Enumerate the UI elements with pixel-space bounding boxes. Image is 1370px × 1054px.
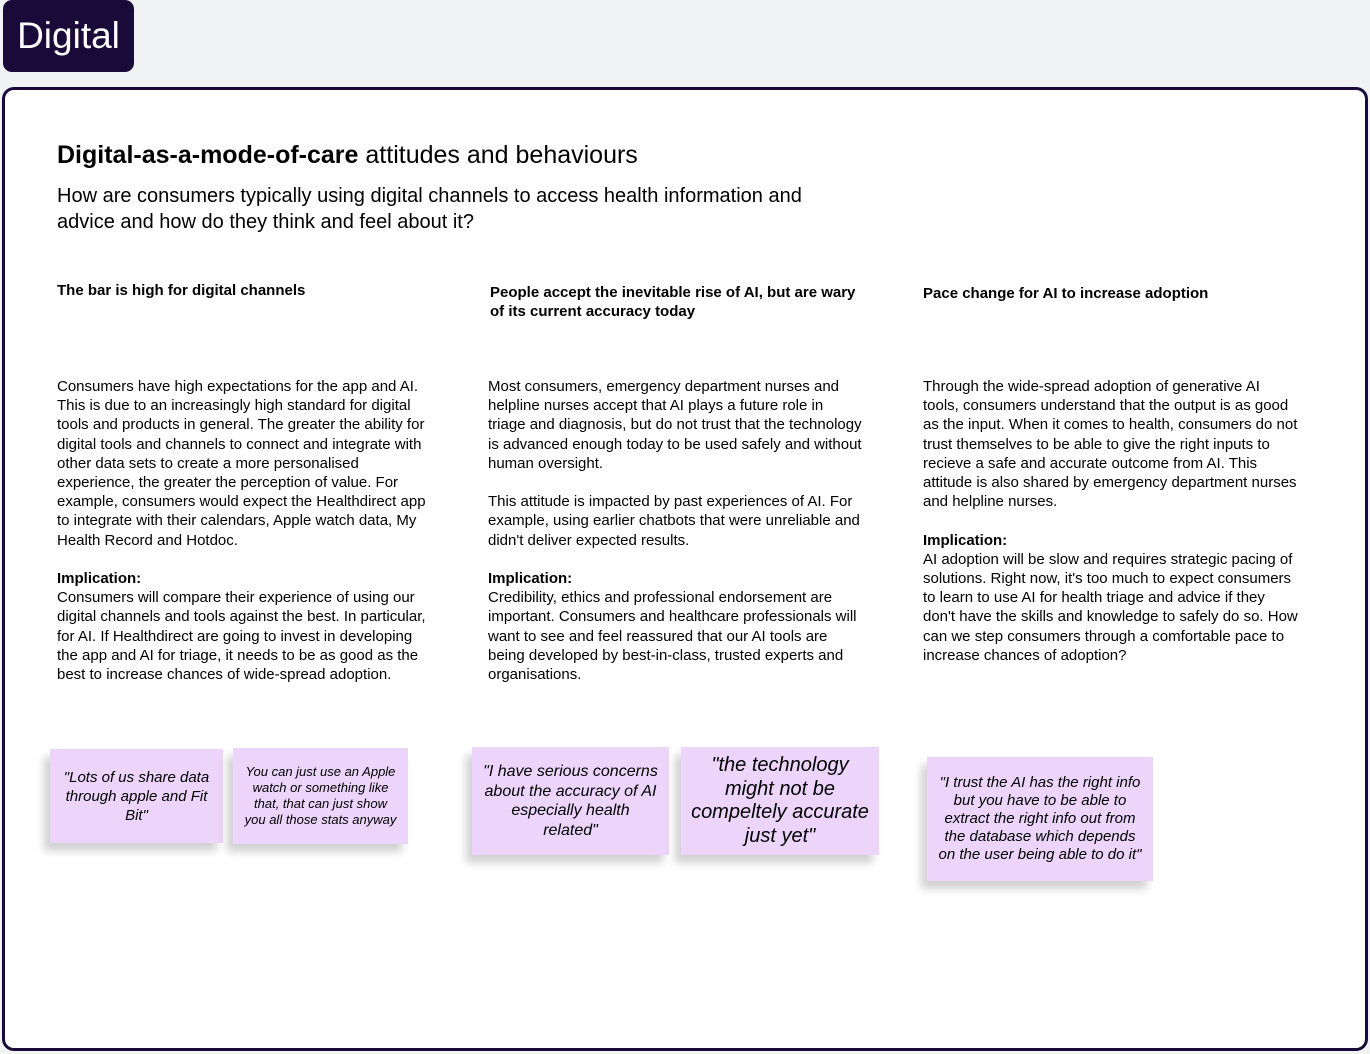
sticky-note-text: "Lots of us share data through apple and Fit Bit" <box>63 768 210 824</box>
page-title-rest: attitudes and behaviours <box>358 141 638 169</box>
column-3-implication-label: Implication: <box>923 531 1008 549</box>
digital-tag-label: Digital <box>17 15 120 56</box>
sticky-note-quote[interactable] <box>681 747 879 855</box>
sticky-note-text: "I have serious concerns about the accuracy of AI especially health related" <box>483 763 658 839</box>
column-3-body <box>923 377 1299 684</box>
column-2-implication: Credibility, ethics and professional endorsement are important. Consumers and healthcare professionals will want to see and feel reassured that our AI tools are being developed by best-in-class, trusted experts and organisations. <box>488 589 857 684</box>
column-1-body <box>57 377 433 703</box>
sticky-note-text: "the technology might not be compeltely accurate just yet" <box>691 754 869 847</box>
column-1-text: Consumers have high expectations for the app and AI. This is due to an increasingly high standard for digital tools and products in general. The greater the ability for digital tools and channels to connect and integrate with other data sets to create a more personalised experience, the greater the perception of value. For example, consumers would expect the Healthdirect app to integrate with their calendars, Apple watch data, My Health Record and Hotdoc. <box>57 378 426 549</box>
column-2-text-2: This attitude is impacted by past experiences of AI. For example, using earlier chatbots that were unreliable and didn't deliver expected results. <box>488 493 860 549</box>
column-3-text: Through the wide-spread adoption of generative AI tools, consumers understand that the output is as good as the input. When it comes to health, consumers do not trust themselves to be able to give the right inputs to recieve a safe and accurate outcome from AI. This attitude is also shared by emergency department nurses and helpline nurses. <box>923 378 1298 511</box>
sticky-note-text: You can just use an Apple watch or something like that, that can just show you all those stats anyway <box>244 764 397 827</box>
column-1-heading: The bar is high for digital channels <box>57 282 306 299</box>
column-2-implication-label: Implication: <box>488 570 573 587</box>
column-2-body <box>488 377 864 703</box>
column-2-heading: People accept the inevitable rise of AI, but are wary of its current accuracy today <box>490 284 856 320</box>
column-1-implication: Consumers will compare their experience of using our digital channels and tools against the best. In particular, for AI. If Healthdirect are going to invest in developing the app and AI for triage, it needs to be as good as the best to increase chances of wide-spread adoption. <box>57 589 426 684</box>
column-1-implication-block <box>57 569 433 684</box>
page-subtitle: How are consumers typically using digital channels to access health information and advice and how do they think and feel about it? <box>57 185 802 233</box>
sticky-note-quote[interactable] <box>472 747 669 855</box>
sticky-note-text: "I trust the AI has the right info but you have to be able to extract the right info out from the database which depends on the user being able to do it" <box>938 774 1142 863</box>
sticky-note-quote[interactable] <box>927 757 1153 881</box>
page-title <box>57 140 638 170</box>
sticky-note-quote[interactable] <box>50 749 223 843</box>
column-3-implication: AI adoption will be slow and requires strategic pacing of solutions. Right now, it's too much to expect consumers to learn to use AI for health triage and advice if they don't have the skills and knowledge to safely do so. How can we step consumers through a comfortable pace to increase chances of adoption? <box>923 550 1298 664</box>
column-1-implication-label: Implication: <box>57 570 142 588</box>
column-3-implication-block <box>923 531 1299 665</box>
sticky-note-quote[interactable] <box>233 748 408 844</box>
column-3-heading: Pace change for AI to increase adoption <box>923 285 1209 302</box>
column-2-implication-block <box>488 569 864 684</box>
digital-tag <box>3 0 134 72</box>
page-title-bold: Digital-as-a-mode-of-care <box>57 141 359 169</box>
column-2-text: Most consumers, emergency department nurses and helpline nurses accept that AI plays a future role in triage and diagnosis, but do not trust that the technology is advanced enough today to be used safely and without human oversight. <box>488 378 862 472</box>
